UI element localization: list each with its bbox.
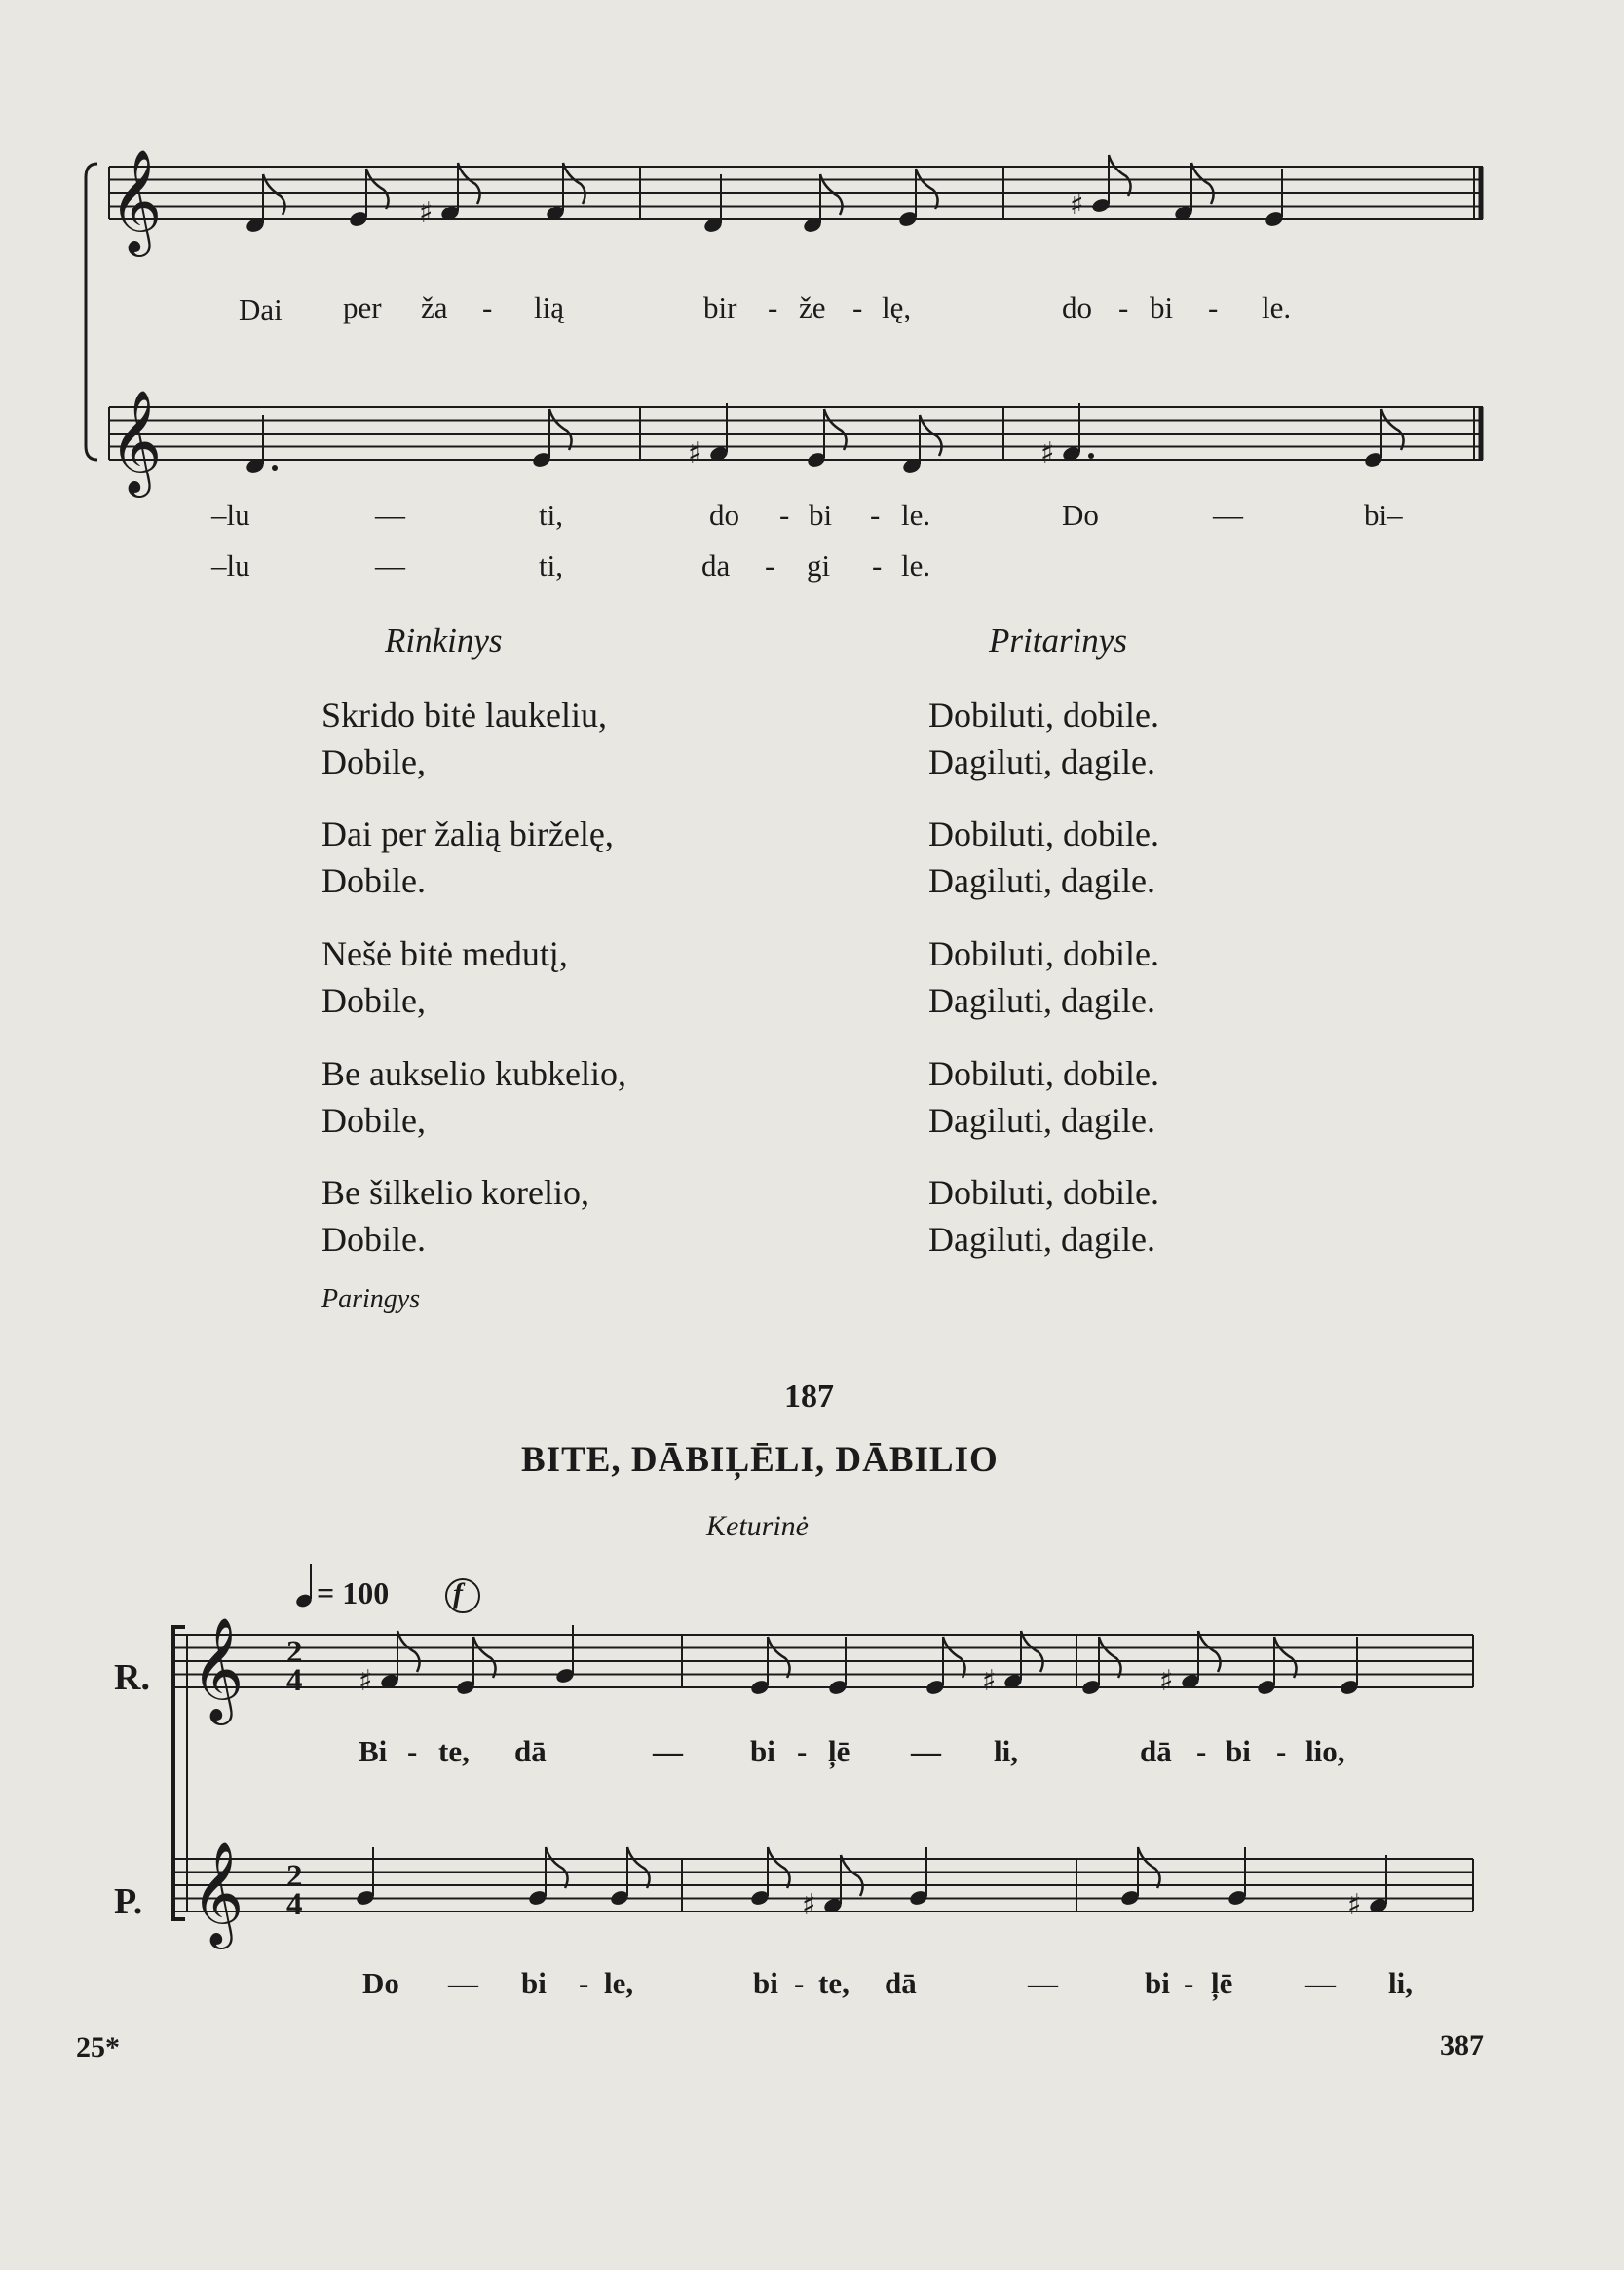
lyric: - bbox=[1208, 290, 1219, 324]
note-flag bbox=[824, 409, 847, 450]
lyric: Do bbox=[362, 1966, 399, 2000]
lyric: lę, bbox=[882, 290, 912, 324]
system-bracket bbox=[86, 164, 97, 460]
lyric: bi bbox=[753, 1966, 778, 2000]
lyric: –lu bbox=[211, 498, 250, 532]
lyric: — bbox=[375, 498, 405, 532]
lyric: ļē bbox=[828, 1734, 850, 1768]
pritarinys-header: Pritarinys bbox=[989, 622, 1127, 660]
lyric: le. bbox=[1262, 290, 1292, 324]
verse-line: Be šilkelio korelio, bbox=[321, 1173, 589, 1212]
lyric: — bbox=[448, 1966, 478, 2000]
verse-line: Skrido bitė laukeliu, bbox=[321, 696, 607, 735]
lyric: — bbox=[1305, 1966, 1336, 2000]
dynamic-marking: f bbox=[453, 1577, 463, 1609]
verse-line: Dobiluti, dobile. bbox=[928, 1054, 1159, 1093]
lyric: lio, bbox=[1305, 1734, 1345, 1768]
lyric: - bbox=[579, 1966, 589, 2000]
lyric: dā bbox=[1140, 1734, 1172, 1768]
lyric: ti, bbox=[539, 498, 563, 532]
sharp-icon: ♯ bbox=[688, 436, 702, 471]
verse-line: Dobiluti, dobile. bbox=[928, 814, 1159, 853]
note-flag bbox=[366, 169, 389, 209]
verse-line: Nešė bitė medutį, bbox=[321, 934, 568, 973]
lyric: ža bbox=[421, 290, 448, 324]
rinkinys-header: Rinkinys bbox=[385, 622, 503, 660]
note-flag bbox=[563, 163, 585, 204]
verse-line: Dobiluti, dobile. bbox=[928, 696, 1159, 735]
sharp-icon: ♯ bbox=[359, 1664, 373, 1698]
lyric: že bbox=[799, 290, 826, 324]
verse-line: Dobile, bbox=[321, 1101, 426, 1140]
note-flag bbox=[473, 1637, 496, 1678]
lyric: — bbox=[911, 1734, 941, 1768]
treble-clef-icon: 𝄞 bbox=[191, 1840, 245, 1945]
lyric: - bbox=[765, 549, 775, 583]
lyric: — bbox=[1213, 498, 1243, 532]
note-flag bbox=[916, 169, 938, 209]
lyric: - bbox=[1118, 290, 1129, 324]
sharp-icon: ♯ bbox=[1070, 188, 1084, 222]
lyric: per bbox=[343, 290, 382, 324]
lyric: bi bbox=[750, 1734, 775, 1768]
lyric: gi bbox=[807, 549, 831, 583]
lyric: dā bbox=[514, 1734, 547, 1768]
note-flag bbox=[1191, 163, 1214, 204]
time-sig-top: 2 bbox=[286, 1635, 303, 1670]
lyric: le. bbox=[901, 498, 931, 532]
lyric: da bbox=[701, 549, 731, 583]
note-flag bbox=[458, 163, 480, 204]
lyric: ļē bbox=[1211, 1966, 1233, 2000]
note-flag bbox=[1021, 1631, 1043, 1672]
verse-line: Be aukselio kubkelio, bbox=[321, 1054, 626, 1093]
lyric: - bbox=[872, 549, 883, 583]
verse-line: Dai per žalią birželę, bbox=[321, 814, 614, 853]
verse-line: Dagiluti, dagile. bbox=[928, 742, 1155, 781]
signature-mark: 25* bbox=[76, 2031, 120, 2063]
lyric: — bbox=[1028, 1966, 1058, 2000]
lyric: bi bbox=[1145, 1966, 1170, 2000]
note-flag bbox=[768, 1637, 790, 1678]
lyric: dā bbox=[885, 1966, 917, 2000]
dot bbox=[1088, 453, 1094, 459]
tempo-marking: = 100 bbox=[317, 1575, 390, 1610]
treble-clef-icon: 𝄞 bbox=[109, 148, 163, 252]
verse-line: Dagiluti, dagile. bbox=[928, 1220, 1155, 1259]
treble-clef-icon: 𝄞 bbox=[191, 1616, 245, 1721]
lyric: — bbox=[653, 1734, 683, 1768]
lyric: te, bbox=[818, 1966, 850, 2000]
lyric: Dai bbox=[239, 292, 283, 326]
note-flag bbox=[397, 1631, 420, 1672]
lyric: li, bbox=[994, 1734, 1018, 1768]
note-flag bbox=[1274, 1637, 1297, 1678]
lyric: bir bbox=[703, 290, 737, 324]
lyric: - bbox=[1196, 1734, 1207, 1768]
voice2-label: P. bbox=[114, 1881, 143, 1922]
paringys-label: Paringys bbox=[321, 1284, 421, 1314]
note-flag bbox=[1381, 409, 1404, 450]
lyric: — bbox=[375, 549, 405, 583]
lyric: le. bbox=[901, 549, 931, 583]
lyric: - bbox=[1276, 1734, 1287, 1768]
verse-line: Dobile. bbox=[321, 1220, 426, 1259]
note-flag bbox=[627, 1847, 650, 1888]
note-flag bbox=[546, 1847, 568, 1888]
lyric: - bbox=[768, 290, 778, 324]
lyric: te, bbox=[438, 1734, 470, 1768]
lyric: - bbox=[407, 1734, 418, 1768]
sharp-icon: ♯ bbox=[419, 196, 434, 230]
note-flag bbox=[943, 1637, 965, 1678]
verse-line: Dobile, bbox=[321, 742, 426, 781]
lyric: - bbox=[1184, 1966, 1194, 2000]
system-bracket bbox=[173, 1627, 185, 1919]
lyric: ti, bbox=[539, 549, 563, 583]
time-sig-bottom: 4 bbox=[286, 1663, 303, 1698]
verse-line: Dobiluti, dobile. bbox=[928, 1173, 1159, 1212]
dot bbox=[272, 465, 278, 471]
lyric: - bbox=[797, 1734, 808, 1768]
dynamic-circle bbox=[446, 1579, 479, 1612]
lyric: do bbox=[709, 498, 739, 532]
verse-line: Dagiluti, dagile. bbox=[928, 981, 1155, 1020]
page-number: 387 bbox=[1440, 2029, 1484, 2062]
note-flag bbox=[1138, 1847, 1160, 1888]
song-number: 187 bbox=[784, 1379, 834, 1415]
note-flag bbox=[1109, 155, 1131, 196]
lyric: bi bbox=[1226, 1734, 1251, 1768]
lyric: Bi bbox=[359, 1734, 388, 1768]
time-sig-bottom: 4 bbox=[286, 1887, 303, 1922]
verse-line: Dagiluti, dagile. bbox=[928, 1101, 1155, 1140]
song-title: BITE, DĀBIĻĒLI, DĀBILIO bbox=[521, 1440, 999, 1480]
sharp-icon: ♯ bbox=[1159, 1664, 1174, 1698]
note-flag bbox=[841, 1855, 863, 1896]
treble-clef-icon: 𝄞 bbox=[109, 389, 163, 493]
verse-line: Dobiluti, dobile. bbox=[928, 934, 1159, 973]
note-flag bbox=[549, 409, 572, 450]
lyric: le, bbox=[604, 1966, 634, 2000]
lyric: - bbox=[852, 290, 863, 324]
verse-line: Dagiluti, dagile. bbox=[928, 861, 1155, 900]
verse-line: Dobile. bbox=[321, 861, 426, 900]
lyric: bi bbox=[521, 1966, 547, 2000]
lyric: –lu bbox=[211, 549, 250, 583]
note-flag bbox=[768, 1847, 790, 1888]
lyric: li, bbox=[1388, 1966, 1413, 2000]
sharp-icon: ♯ bbox=[982, 1664, 997, 1698]
time-sig-top: 2 bbox=[286, 1859, 303, 1894]
lyric: - bbox=[870, 498, 881, 532]
lyric: do bbox=[1062, 290, 1092, 324]
lyric: lią bbox=[534, 290, 564, 324]
song-genre: Keturinė bbox=[706, 1510, 809, 1542]
lyric: bi bbox=[809, 498, 833, 532]
note-flag bbox=[1099, 1637, 1121, 1678]
lyric: - bbox=[779, 498, 790, 532]
sharp-icon: ♯ bbox=[802, 1888, 816, 1922]
sharp-icon: ♯ bbox=[1040, 436, 1055, 471]
lyric: bi bbox=[1150, 290, 1174, 324]
verse-line: Dobile, bbox=[321, 981, 426, 1020]
note-flag bbox=[1198, 1631, 1221, 1672]
lyric: - bbox=[482, 290, 493, 324]
voice1-label: R. bbox=[114, 1657, 150, 1698]
lyric: bi– bbox=[1364, 498, 1403, 532]
lyric: Do bbox=[1062, 498, 1099, 532]
lyric: - bbox=[794, 1966, 805, 2000]
sharp-icon: ♯ bbox=[1347, 1888, 1362, 1922]
